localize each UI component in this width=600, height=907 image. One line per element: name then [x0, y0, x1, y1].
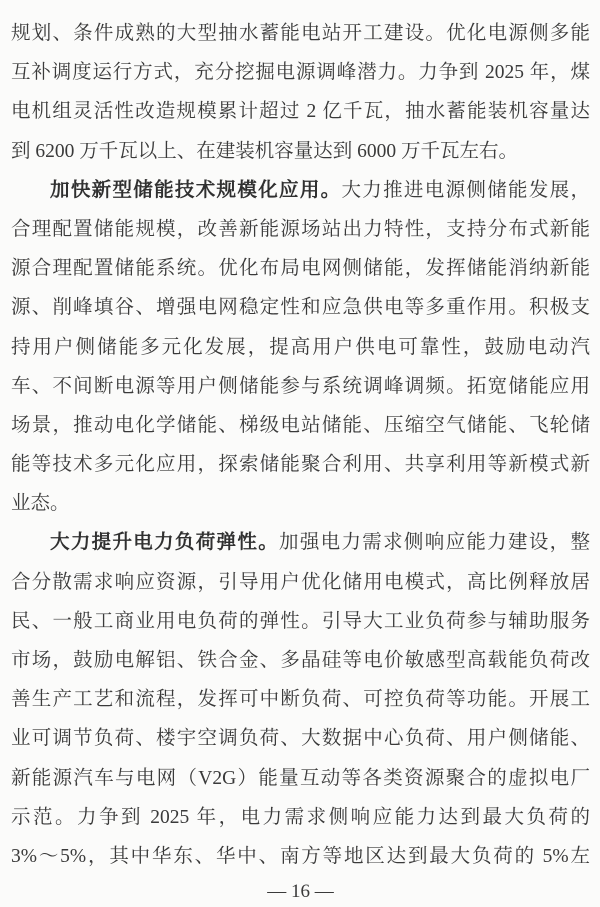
paragraph-lead: 大力提升电力负荷弹性。: [50, 532, 280, 554]
paragraph-text: 加强电力需求侧响应能力建设，整: [279, 532, 590, 554]
text-line: 规划、条件成熟的大型抽水蓄能电站开工建设。优化电源侧多能: [11, 23, 590, 44]
text-line: 能等技术多元化应用，探索储能聚合利用、共享利用等新模式新: [11, 454, 590, 476]
text-line: 到 6200 万千瓦以上、在建装机容量达到 6000 万千瓦左右。: [11, 140, 519, 162]
text-line: 持用户侧储能多元化发展，提高用户供电可靠性，鼓励电动汽: [11, 336, 590, 358]
text-line: 业可调节负荷、楼宇空调负荷、大数据中心负荷、用户侧储能、: [11, 728, 590, 750]
text-line: 源、削峰填谷、增强电网稳定性和应急供电等多重作用。积极支: [11, 297, 590, 319]
text-line: 合分散需求响应资源，引导用户优化储用电模式，高比例释放居: [11, 571, 590, 593]
page-number: — 16 —: [267, 881, 334, 903]
text-line: 电机组灵活性改造规模累计超过 2 亿千瓦，抽水蓄能装机容量达: [11, 101, 590, 123]
paragraph-text: 大力推进电源侧储能发展，: [341, 179, 590, 201]
text-line: 市场，鼓励电解铝、铁合金、多晶硅等电价敏感型高载能负荷改: [11, 650, 590, 671]
text-line: 源合理配置储能系统。优化布局电网侧储能，发挥储能消纳新能: [11, 258, 590, 280]
text-line: 民、一般工商业用电负荷的弹性。引导大工业负荷参与辅助服务: [11, 610, 590, 632]
text-line: 业态。: [11, 493, 70, 515]
text-line: 善生产工艺和流程，发挥可中断负荷、可控负荷等功能。开展工: [11, 689, 590, 711]
paragraph-lead: 加快新型储能技术规模化应用。: [50, 179, 342, 201]
text-line: 新能源汽车与电网（V2G）能量互动等各类资源聚合的虚拟电厂: [11, 767, 590, 789]
paragraph-lead-line: [11, 171, 590, 210]
text-line: 合理配置储能规模，改善新能源场站出力特性，支持分布式新能: [11, 218, 590, 240]
text-line: 车、不间断电源等用户侧储能参与系统调峰调频。拓宽储能应用: [11, 375, 590, 397]
paragraph-lead-line: [11, 523, 590, 562]
text-line: 3%～5%，其中华东、华中、南方等地区达到最大负荷的 5%左: [11, 845, 590, 867]
text-line: 互补调度运行方式，充分挖掘电源调峰潜力。力争到 2025 年，煤: [11, 62, 590, 84]
text-line: 示范。力争到 2025 年，电力需求侧响应能力达到最大负荷的: [11, 806, 590, 828]
text-line: 场景，推动电化学储能、梯级电站储能、压缩空气储能、飞轮储: [11, 414, 590, 436]
